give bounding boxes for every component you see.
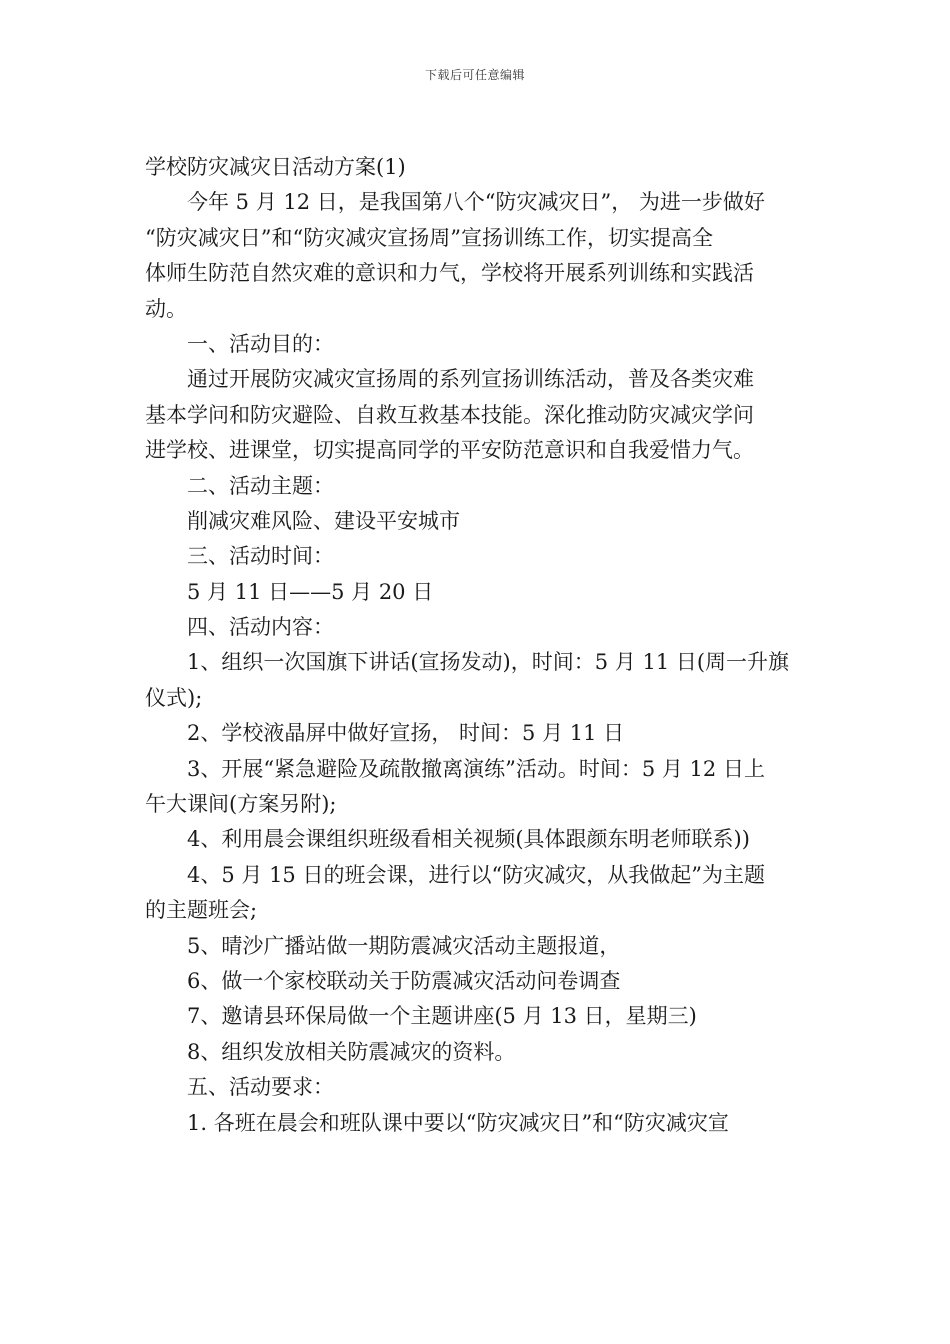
document-title: 学校防灾减灾日活动方案(1) xyxy=(145,155,406,179)
text-line: 1. 各班在晨会和班队课中要以“防灾减灾日”和“防灾减灾宣 xyxy=(187,1110,729,1135)
text-line: 二、活动主题： xyxy=(187,473,334,498)
text-line: 削减灾难风险、建设平安城市 xyxy=(187,508,460,533)
text-line: 动。 xyxy=(145,296,187,321)
text-line: 4、利用晨会课组织班级看相关视频(具体跟颜东明老师联系)) xyxy=(187,827,750,852)
text-line: 5、晴沙广播站做一期防震减灾活动主题报道， xyxy=(187,933,621,958)
text-line: 五、活动要求： xyxy=(187,1075,334,1100)
text-line: 5 月 11 日——5 月 20 日 xyxy=(187,579,434,604)
header-note: 下载后可任意编辑 xyxy=(424,68,525,82)
text-line: 的主题班会; xyxy=(145,898,258,923)
text-line: 7、邀请县环保局做一个主题讲座(5 月 13 日，星期三) xyxy=(187,1004,697,1029)
text-line: 今年 5 月 12 日，是我国第八个“防灾减灾日”， 为进一步做好 xyxy=(187,190,765,215)
text-line: 6、做一个家校联动关于防震减灾活动问卷调查 xyxy=(187,968,621,993)
text-line: 一、活动目的： xyxy=(187,331,334,356)
document-body xyxy=(145,150,810,1141)
text-line: 8、组织发放相关防震减灾的资料。 xyxy=(187,1039,516,1064)
text-line: 2、学校液晶屏中做好宣扬， 时间：5 月 11 日 xyxy=(187,721,625,746)
text-line: 通过开展防灾减灾宣扬周的系列宣扬训练活动，普及各类灾难 xyxy=(187,367,754,392)
text-line: 进学校、进课堂，切实提高同学的平安防范意识和自我爱惜力气。 xyxy=(145,438,754,463)
text-line: “防灾减灾日”和“防灾减灾宣扬周”宣扬训练工作，切实提高全 xyxy=(145,225,713,250)
text-line: 3、开展“紧急避险及疏散撤离演练”活动。时间：5 月 12 日上 xyxy=(187,756,765,781)
text-line: 四、活动内容： xyxy=(187,615,334,640)
text-line: 仪式); xyxy=(145,685,203,710)
text-line: 基本学问和防灾避险、自救互救基本技能。深化推动防灾减灾学问 xyxy=(145,402,754,427)
text-line: 体师生防范自然灾难的意识和力气，学校将开展系列训练和实践活 xyxy=(145,261,754,286)
text-line: 三、活动时间： xyxy=(187,544,334,569)
text-line: 4、5 月 15 日的班会课，进行以“防灾减灾，从我做起”为主题 xyxy=(187,862,765,887)
text-line: 午大课间(方案另附); xyxy=(145,792,337,817)
text-line: 1、组织一次国旗下讲话(宣扬发动)，时间：5 月 11 日(周一升旗 xyxy=(187,650,790,675)
paragraph-lines xyxy=(145,185,810,1141)
